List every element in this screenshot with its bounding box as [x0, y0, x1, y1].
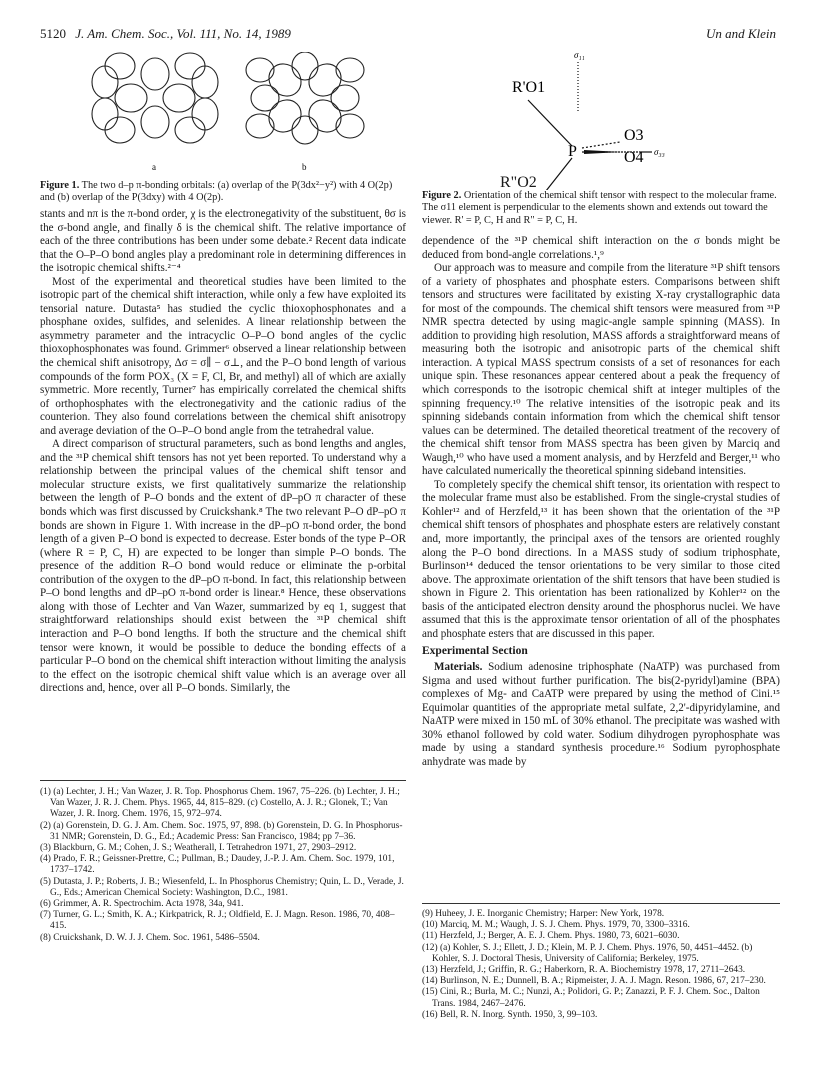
o3-label: O3 — [624, 127, 644, 144]
reference-item: (8) Cruickshank, D. W. J. J. Chem. Soc. 1961, 5486–5504. — [40, 932, 260, 943]
ro2-label: R"O2 — [500, 174, 537, 191]
subsection-lead: Materials. — [434, 660, 483, 673]
reference-item: (2) (a) Gorenstein, D. G. J. Am. Chem. Soc. 1975, 97, 898. (b) Gorenstein, D. G. In Phosphorus-31 NMR; Gorenstein, D. G., Ed.; Academic Press: San Francisco, 1984; pp 7–36. — [40, 820, 403, 842]
section-heading: Experimental Section — [422, 645, 528, 658]
figure-1-orbitals — [70, 52, 390, 174]
right-column-text — [422, 235, 780, 769]
o4-label: O4 — [624, 149, 644, 166]
figure-2-caption-text: Orientation of the chemical shift tensor with respect to the molecular frame. The σ11 element is perpendicular to the elements shown and extends out toward the viewer. R' = P, C, H and R" = P, C, H. — [422, 190, 777, 226]
paragraph: Most of the experimental and theoretical studies have been limited to the isotropic part of the chemical shift interaction, while only a few have exploited its tensorial nature. Dutasta⁵ has studied the cyclic thioxophosphonates and a phosphane oxides, sulfides, and selenides. A linear relationship between the asymmetry parameter and the intracyclic O–P–O bond angles of the cyclic thioxophosphonates was found. Grimmer⁶ observed a linear relationship between the chemical shift anisotropy, Δσ = σ∥ − σ⊥, and the P–O bond length of various compounds of the form POX₃ (X = F, Cl, Br, and methyl) all of which are axially symmetric. More recently, Turner⁷ has empirically correlated the chemical shifts of orthophosphates with the electronegativity and the cationic radius of the counterion. They also found correlations between the chemical shift anisotropy and average deviation of the O–P–O bond angle from the tetrahedral value. — [40, 275, 406, 437]
paragraph: Sodium adenosine triphosphate (NaATP) was purchased from Sigma and used without further purification. The bis(2-pyridyl)amine (BPA) complexes of Mg- and CaATP were prepared by using the method of Cini.¹⁵ Equimolar quantities of the appropriate metal sulfate, 2,2'-dipyridylamine, and NaATP were mixed in 150 mL of 30% ethanol. The precipitate was washed with 30% ethanol followed by cold water. Sodium dihydrogen pyrophosphate was made by using a standard synthesis procedure.¹⁶ Sodium pyrophosphate anhydrate was made by — [422, 660, 781, 768]
footnote-rule — [422, 903, 780, 904]
phosphorus-label: P — [568, 143, 577, 160]
reference-item: (9) Huheey, J. E. Inorganic Chemistry; Harper: New York, 1978. — [422, 909, 665, 919]
paragraph: Our approach was to measure and compile from the literature ³¹P shift tensors of a variety of phosphates and phosphate esters. Comparisons between shift tensors and structures were facilitated by existing X-ray crystallographic data for most of the compounds. The chemical shift tensors were measured from ³¹P NMR spectra detected by using magic-angle sample spinning (MASS). In addition to providing high resolution, MASS affords a straightforward means of measuring both the isotropic and anisotropic parts of the chemical shift interaction. A typical MASS spectrum consists of a set of resonances for each unique spin. These resonances appear centered about a peak the frequency of which corresponds to the isotropic chemical shift at integer multiples of the spinning frequency.¹⁰ The relative intensities of the isotropic peak and its spinning sidebands contain information from which the chemical shift tensor values can be determined. The detailed theoretical treatment of the recovery of the chemical shift tensor from MASS spectra has been given by Marciq and Waugh,¹⁰ who have used a moment analysis, and by Herzfeld and Berger,¹¹ who have calculated numerically the theoretical spinning sideband intensities. — [422, 262, 780, 478]
figure-2-caption-lead: Figure 2. — [422, 190, 462, 201]
figure-1-label-b: b — [302, 162, 307, 172]
reference-item: (16) Bell, R. N. Inorg. Synth. 1950, 3, 99–103. — [422, 1009, 598, 1020]
figure-2-caption — [422, 190, 780, 227]
footnote-rule — [40, 780, 406, 781]
running-header — [40, 26, 291, 42]
reference-item: (4) Prado, F. R.; Geissner-Prettre, C.; Pullman, B.; Daudey, J.-P. J. Am. Chem. Soc. 1979, 101, 1737–1742. — [40, 854, 395, 876]
reference-item: (6) Grimmer, A. R. Spectrochim. Acta 1978, 34a, 941. — [40, 899, 244, 910]
reference-item: (14) Burlinson, N. E.; Dunnell, B. A.; Ripmeister, J. A. J. Magn. Reson. 1986, 67, 217–230. — [422, 976, 766, 987]
figure-2-tensor-diagram — [490, 48, 710, 190]
figure-1-label-a: a — [152, 162, 156, 172]
orbital-b-icon — [246, 52, 364, 144]
paragraph: stants and nπ is the π-bond order, χ is the electronegativity of the substituent, θσ is the σ-bond angle, and finally δ is the chemical shift. The relative importance of each of the three contributions has been under some debate.² Recent data indicate that the O–P–O bond angles play a predominant role in determining differences in the isotropic chemical shifts.²⁻⁴ — [40, 208, 406, 275]
reference-item: (1) (a) Lechter, J. H.; Van Wazer, J. R. Top. Phosphorus Chem. 1967, 75–226. (b) Lechter, J. H.; Van Wazer, J. R. J. Chem. Phys. 1965, 44, 815–829. (c) Costello, A. J. R.; Glonek, T.; Van Wazer, J. R. Inorg. Chem. 1976, 15, 972–974. — [40, 787, 400, 820]
reference-item: (10) Marciq, M. M.; Waugh, J. S. J. Chem. Phys. 1979, 70, 3300–3316. — [422, 920, 690, 931]
reference-item: (12) (a) Kohler, S. J.; Ellett, J. D.; Klein, M. P. J. Chem. Phys. 1976, 50, 4451–4452. (b) Kohler, S. J. Doctoral Thesis, University of California; Berkeley, 1975. — [422, 942, 753, 964]
references-right — [422, 909, 780, 1021]
paragraph: To completely specify the chemical shift tensor, its orientation with respect to the molecular frame must also be established. From the single-crystal studies of Kohler¹² and of Herzfeld,¹³ it has been shown that the orientation of the ³¹P chemical shift tensors of phosphates and phosphate esters are relatively constant and, more importantly, the principal axes of the tensors are oriented roughly along the P–O bond directions. In a MASS study of sodium triphosphate, Burlinson¹⁴ deduced the tensor orientations to be very similar to those cited above. The approximate orientation of the shift tensors that have been studied is shown in Figure 2. This orientation has been rationalized by Kohler¹² on the basis of the anticipated electron density around the phosphorus nuclei. We have assumed that this is the approximate tensor orientation of all of the phosphates and phosphate esters that are discussed in this paper. — [422, 478, 780, 640]
header-authors: Un and Klein — [705, 26, 776, 41]
references-left — [40, 787, 406, 944]
left-column-text — [40, 208, 406, 696]
orbital-a-icon — [92, 53, 218, 143]
reference-item: (7) Turner, G. L.; Smith, K. A.; Kirkpatrick, R. J.; Oldfield, E. J. Magn. Reson. 1986, 70, 408–415. — [40, 910, 395, 932]
page-number: 5120 — [40, 26, 66, 41]
reference-item: (5) Dutasta, J. P.; Roberts, J. B.; Wiesenfeld, L. In Phosphorus Chemistry; Quin, L. D., Verade, J. G., Eds.; American Chemical Society: Washington, D.C., 1981. — [40, 876, 404, 898]
figure-1-caption-lead: Figure 1. — [40, 180, 80, 191]
reference-item: (11) Herzfeld, J.; Berger, A. E. J. Chem. Phys. 1980, 73, 6021–6030. — [422, 931, 680, 942]
paragraph: A direct comparison of structural parameters, such as bond lengths and angles, and the ³¹P chemical shift tensors has not yet been reported. To understand why a relationship between the principal values of the chemical shift tensor and molecular structure exists, we first qualitatively summarize the relationship between the length of P–O bonds and the extent of dP–pO π character of these bonds which was first discussed by Cruickshank.⁸ The two relevant P–O dP–pO π bonds are shown in Figure 1. With increase in the dP–pO π-bond order, the bond length of a given P–O bond is expected to decrease. Ester bonds of the type P–OR (where R = P, C, H) are expected to be longer than simple P–O bonds. The presence of the addition R–O bond would reduce or eliminate the p-orbital contribution of the oxygen to the dP–pO π-bond. In fact, this relationship between P–O bond lengths and dP–pO π-bond order is linear.⁸ Hence, these observations along with those of Lechter and Van Wazer, summarized by eq 1, suggest that straightforward relationships should exist between the ³¹P chemical shift interaction and P–O bond lengths. If both the structure and the chemical shift tensor were known, it would be possible to deduce the bonding effects of a particular P–O bond on the chemical shift interaction without limiting the analysis to the effect on the isotropic chemical shift value which is an average over all directions and, hence, over all P–O bonds. Similarly, the — [40, 438, 406, 695]
sigma-33-label: σ₃₃ — [654, 147, 665, 157]
paragraph: dependence of the ³¹P chemical shift interaction on the σ bonds might be deduced from bond-angle correlations.¹,⁹ — [422, 235, 780, 261]
figure-1-caption — [40, 180, 406, 205]
reference-item: (15) Cini, R.; Burla, M. C.; Nunzi, A.; Polidori, G. P.; Zanazzi, P. F. J. Chem. Soc., Dalton Trans. 1984, 2467–2476. — [422, 987, 760, 1009]
ro1-label: R'O1 — [512, 79, 546, 96]
figure-1-caption-text: The two d–p π-bonding orbitals: (a) overlap of the P(3dx²−y²) with 4 O(2p) and (b) overlap of the P(3dxy) with 4 O(2p). — [40, 180, 393, 204]
sigma-11-label: σ₁₁ — [574, 50, 585, 60]
reference-item: (13) Herzfeld, J.; Griffin, R. G.; Haberkorn, R. A. Biochemistry 1978, 17, 2711–2643. — [422, 965, 746, 976]
reference-item: (3) Blackburn, G. M.; Cohen, J. S.; Weatherall, I. Tetrahedron 1971, 27, 2903–2912. — [40, 843, 357, 854]
journal-citation: J. Am. Chem. Soc., Vol. 111, No. 14, 1989 — [75, 26, 291, 41]
